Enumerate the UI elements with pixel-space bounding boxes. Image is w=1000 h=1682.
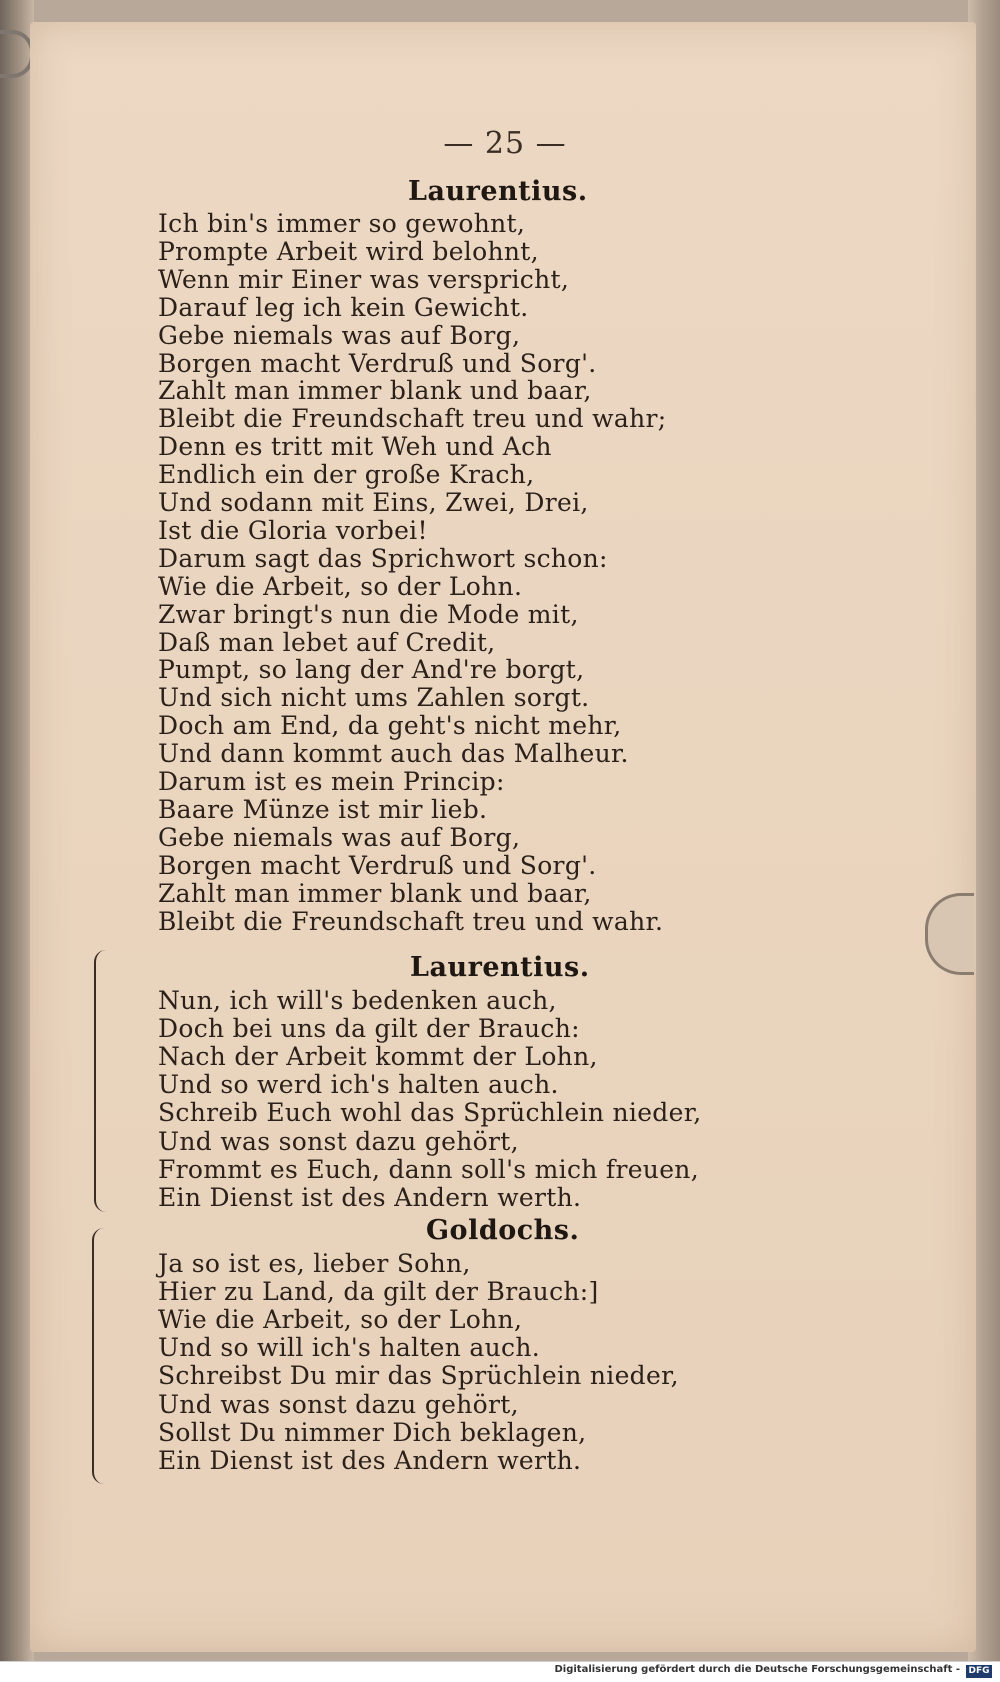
verse-line: Daß man lebet auf Credit, — [158, 628, 496, 657]
verse-line: Und was sonst dazu gehört, — [158, 1390, 519, 1419]
verse-line: Pumpt, so lang der And're borgt, — [158, 655, 585, 684]
verse-line: Gebe niemals was auf Borg, — [158, 823, 521, 852]
footer-credit: Digitalisierung gefördert durch die Deutsche Forschungsgemeinschaft - — [554, 1664, 960, 1675]
verse-line: Und sich nicht ums Zahlen sorgt. — [158, 683, 590, 712]
verse-line: Baare Münze ist mir lieb. — [158, 795, 488, 824]
verse-line: Zwar bringt's nun die Mode mit, — [158, 600, 579, 629]
verse-line: Bleibt die Freundschaft treu und wahr; — [158, 404, 667, 433]
verse-line: Ich bin's immer so gewohnt, — [158, 209, 526, 238]
digitization-footer — [0, 1661, 1000, 1682]
speaker-heading: Goldochs. — [426, 1215, 580, 1246]
verse-line: Endlich ein der große Krach, — [158, 460, 535, 489]
verse-line: Borgen macht Verdruß und Sorg'. — [158, 851, 597, 880]
page-number: — 25 — — [443, 126, 567, 161]
verse-line: Doch am End, da geht's nicht mehr, — [158, 711, 622, 740]
verse-line: Sollst Du nimmer Dich beklagen, — [158, 1418, 587, 1447]
verse-line: Und sodann mit Eins, Zwei, Drei, — [158, 488, 589, 517]
verse-line: Schreibst Du mir das Sprüchlein nieder, — [158, 1361, 679, 1390]
verse-line: Nach der Arbeit kommt der Lohn, — [158, 1042, 598, 1071]
verse-line: Wenn mir Einer was verspricht, — [158, 265, 570, 294]
verse-line: Wie die Arbeit, so der Lohn. — [158, 572, 523, 601]
verse-line: Ein Dienst ist des Andern werth. — [158, 1446, 582, 1475]
verse-line: Ja so ist es, lieber Sohn, — [158, 1249, 471, 1278]
verse-line: Denn es tritt mit Weh und Ach — [158, 432, 552, 461]
verse-line: Darum ist es mein Princip: — [158, 767, 505, 796]
margin-bracket-2 — [92, 1228, 104, 1484]
scan-edge-left — [0, 0, 34, 1661]
dfg-logo: DFG — [966, 1665, 992, 1678]
verse-line: Und so will ich's halten auch. — [158, 1333, 540, 1362]
verse-line: Ist die Gloria vorbei! — [158, 516, 428, 545]
verse-line: Bleibt die Freundschaft treu und wahr. — [158, 907, 664, 936]
verse-line: Doch bei uns da gilt der Brauch: — [158, 1014, 580, 1043]
verse-line: Wie die Arbeit, so der Lohn, — [158, 1305, 523, 1334]
verse-line: Und was sonst dazu gehört, — [158, 1127, 519, 1156]
verse-line: Zahlt man immer blank und baar, — [158, 879, 592, 908]
verse-line: Nun, ich will's bedenken auch, — [158, 986, 557, 1015]
verse-line: Borgen macht Verdruß und Sorg'. — [158, 349, 597, 378]
speaker-heading: Laurentius. — [410, 952, 590, 983]
verse-line: Und so werd ich's halten auch. — [158, 1070, 559, 1099]
verse-line: Hier zu Land, da gilt der Brauch:] — [158, 1277, 599, 1306]
verse-line: Gebe niemals was auf Borg, — [158, 321, 521, 350]
margin-bracket-1 — [94, 950, 106, 1212]
verse-line: Ein Dienst ist des Andern werth. — [158, 1183, 582, 1212]
verse-line: Darauf leg ich kein Gewicht. — [158, 293, 529, 322]
verse-line: Prompte Arbeit wird belohnt, — [158, 237, 539, 266]
verse-line: Zahlt man immer blank und baar, — [158, 376, 592, 405]
speaker-heading: Laurentius. — [408, 176, 588, 207]
verse-line: Und dann kommt auch das Malheur. — [158, 739, 629, 768]
verse-line: Darum sagt das Sprichwort schon: — [158, 544, 608, 573]
verse-line: Frommt es Euch, dann soll's mich freuen, — [158, 1155, 699, 1184]
verse-line: Schreib Euch wohl das Sprüchlein nieder, — [158, 1098, 702, 1127]
